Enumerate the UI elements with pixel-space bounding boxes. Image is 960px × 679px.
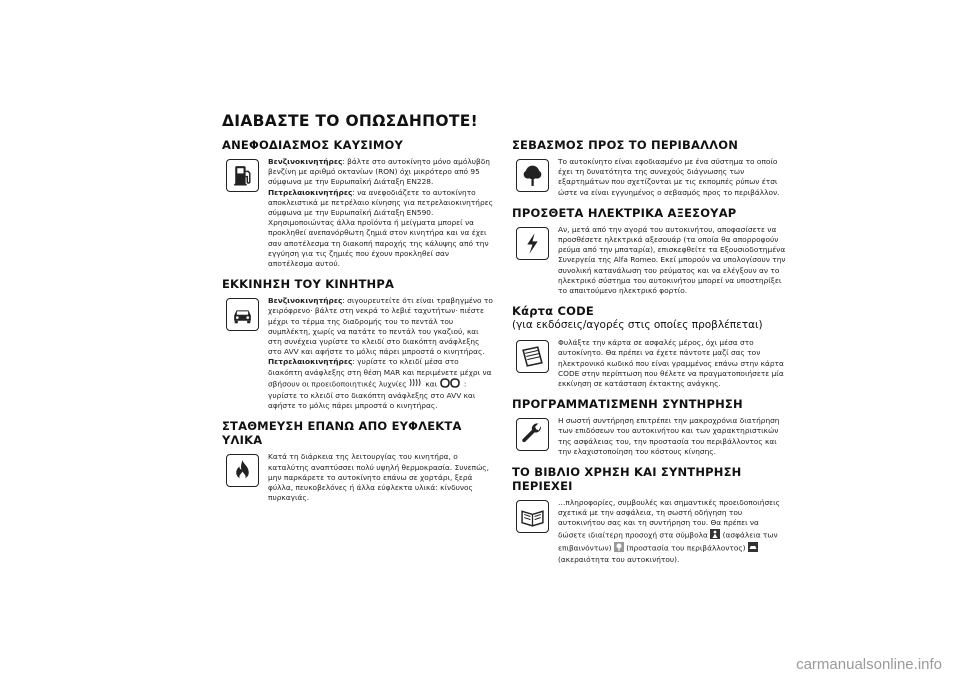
tree-icon — [516, 159, 549, 192]
fuel-petrol-label: Βενζινοκινητήρες — [268, 157, 343, 166]
manual-text-a: …πληροφορίες, συμβουλές και σημαντικές προειδοποιήσεις σχετικά με την ασφάλεια, τη σωστή οδήγηση του αυτοκινήτου σας και τη συντήρηση του. Θα πρέπει να δώσετε ιδιαίτερη προσοχή στα σύμβολα — [558, 498, 780, 540]
start-diesel-text-a: : γυρίστε το κλειδί μέσα στο διακόπτη ανάφλεξης στη θέση MAR και περιμένετε μέχρι να σβήσουν οι προειδοποιητικές λυχνίες — [268, 357, 492, 389]
maintenance-section — [512, 416, 788, 457]
car-front-icon — [226, 298, 259, 331]
start-diesel-and: και — [425, 379, 438, 389]
maintenance-section-title: ΠΡΟΓΡΑΜΜΑΤΙΣΜΕΝΗ ΣΥΝΤΗΡΗΣΗ — [512, 397, 743, 412]
code-card-section — [512, 338, 788, 389]
right-column — [512, 138, 788, 573]
maintenance-text-body: Η σωστή συντήρηση επιτρέπει την μακροχρόνια διατήρηση των επιδόσεων του αυτοκινήτου και των χαρακτηριστικών της ασφάλειας του, την προστασία του περιβάλλοντος και την ελαχιστοποίηση του κόστους κίνησης. — [558, 416, 780, 456]
manual-text-c: (προστασία του περιβάλλοντος) — [626, 543, 746, 553]
watermark: carmanualsonline.info — [796, 656, 942, 673]
start-section — [222, 296, 494, 411]
glow-plug-lamp-icon — [439, 378, 461, 391]
start-petrol-text: : σιγουρευτείτε ότι είναι τραβηγμένο το χειρόφρενο· βάλτε στη νεκρά το λεβιέ ταχυτήτων· πιέστε μέχρι το τέρμα της διαδρομής του το πεντάλ του συμπλέκτη, χωρίς να πατάτε το πεντάλ του γκαζιού, και στη συνέχεια γυρίστε το κλειδί στο διακόπτη ανάφλεξης στο AVV και αφήστε το μόλις πάρει μπροστά ο κινητήρας. — [268, 296, 493, 357]
manual-text-b: (ασφάλεια των επιβαινόντων) — [558, 530, 778, 553]
left-column — [222, 138, 494, 511]
manual-text-d: (ακεραιότητα του αυτοκινήτου). — [558, 555, 680, 565]
code-card-text — [558, 338, 788, 389]
fuel-text — [268, 157, 494, 269]
manual-title-line2: ΠΕΡΙΕΧΕΙ — [512, 479, 573, 494]
fuel-petrol-text: : βάλτε στο αυτοκίνητο μόνο αμόλυβδη βενζίνη με αριθμό οκτανίων (RON) όχι μικρότερο από 95 σύμφωνα με την Ευρωπαϊκή Διάταξη EN228. — [268, 157, 490, 187]
fuel-diesel-label: Πετρελαιοκινητήρες — [268, 187, 353, 197]
occupant-safety-icon — [710, 529, 720, 542]
fuel-section-title: ΑΝΕΦΟΔΙΑΣΜΟΣ ΚΑΥΣΙΜΟΥ — [222, 138, 403, 152]
start-diesel-label: Πετρελαιοκινητήρες — [268, 357, 353, 367]
manual-section — [512, 498, 788, 565]
environment-section — [512, 157, 788, 198]
environment-section-title: ΣΕΒΑΣΜΟΣ ΠΡΟΣ ΤΟ ΠΕΡΙΒΑΛΛΟΝ — [512, 138, 739, 152]
environment-text — [558, 157, 788, 198]
vehicle-integrity-icon — [748, 542, 758, 555]
manual-text — [558, 498, 788, 565]
manual-section-title — [512, 465, 788, 493]
accessories-text-body: Αν, μετά από την αγορά του αυτοκινήτου, αποφασίσετε να προσθέσετε ηλεκτρικά αξεσουάρ (τα οποία θα απορροφούν ρεύμα από την μπαταρία), επισκεφθείτε τα Εξουσιοδοτημένα Συνεργεία της Alfa Romeo. Εκεί μπορούν να υπολογίσουν την συνολική κατανάλωση του ρεύματος και να ελέγξουν αν το ηλεκτρικό σύστημα του αυτοκινήτου μπορεί να υποστηρίξει το απαιτούμενο ηλεκτρικό φορτίο. — [558, 224, 786, 296]
accessories-text — [558, 225, 788, 296]
lightning-icon — [516, 227, 549, 260]
manual-title-line1: ΤΟ ΒΙΒΛΙΟ ΧΡΗΣΗ ΚΑΙ ΣΥΝΤΗΡΗΣΗ — [512, 465, 742, 480]
parking-section-title: ΣΤΑΘΜΕΥΣΗ ΕΠΑΝΩ ΑΠΟ ΕΥΦΛΕΚΤΑ ΥΛΙΚΑ — [222, 419, 462, 448]
parking-section — [222, 452, 494, 503]
wrench-icon — [516, 418, 549, 451]
parking-text — [268, 452, 494, 503]
start-petrol-label: Βενζινοκινητήρες — [268, 296, 343, 306]
glow-plug-warning-icon — [409, 378, 423, 390]
start-text — [268, 296, 494, 411]
code-card-title: Κάρτα CODE — [512, 304, 594, 319]
page-title: ΔΙΑΒΑΣΤΕ ΤΟ ΟΠΩΣΔΗΠΟΤΕ! — [222, 112, 479, 130]
maintenance-text — [558, 416, 788, 457]
flame-icon — [226, 454, 259, 487]
open-book-icon — [516, 500, 549, 533]
environment-text-body: Το αυτοκίνητο είναι εφοδιασμένο με ένα σύστημα το οποίο έχει τη δυνατότητα της συνεχούς διάγνωσης των εξαρτημάτων που σχετίζονται με τις εκπομπές ρύπων έτσι ώστε να είναι εγγυημένος ο σεβασμός προς το περιβάλλον. — [558, 157, 780, 197]
parking-text-body: Κατά τη διάρκεια της λειτουργίας του κινητήρα, ο καταλύτης αναπτύσσει πολύ υψηλή θερμοκρασία. Συνεπώς, μην παρκάρετε το αυτοκίνητο επάνω σε χορτάρι, ξερά φύλλα, πευκοβελόνες ή άλλα εύφλεκτα υλικά: κίνδυνος πυρκαγιάς. — [268, 452, 489, 503]
start-diesel-text-b: : γυρίστε το κλειδί στο διακόπτη ανάφλεξης στο AVV και αφήστε το μόλις πάρει μπροστά ο κινητήρας. — [268, 379, 476, 411]
code-card-icon — [516, 340, 549, 373]
accessories-section-title: ΠΡΟΣΘΕΤΑ ΗΛΕΚΤΡΙΚΑ ΑΞΕΣΟΥΑΡ — [512, 205, 737, 220]
environment-protection-icon — [614, 542, 624, 555]
start-section-title: ΕΚΚΙΝΗΣΗ ΤΟΥ ΚΙΝΗΤΗΡΑ — [222, 277, 395, 292]
code-card-text-body: Φυλάξτε την κάρτα σε ασφαλές μέρος, όχι μέσα στο αυτοκίνητο. Θα πρέπει να έχετε πάντοτε μαζί σας τον ηλεκτρονικό κωδικό που είναι γραμμένος επάνω στην κάρτα CODE στην περίπτωση που θέλετε να πραγματοποιήσετε μία εκκίνηση σε κατάσταση έκτακτης ανάγκης. — [558, 338, 784, 389]
code-card-subtitle: (για εκδόσεις/αγορές στις οποίες προβλέπεται) — [512, 319, 763, 332]
fuel-section — [222, 157, 494, 269]
accessories-section — [512, 225, 788, 296]
fuel-diesel-text: : να ανεφοδιάζετε το αυτοκίνητο αποκλειστικά με πετρέλαιο κίνησης για πετρελαιοκινητήρες σύμφωνα με την Ευρωπαϊκή Διάταξη EN590. Χρησιμοποιώντας άλλα προϊόντα ή μείγματα μπορεί να προκληθεί ανεπανόρθωτη ζημιά στον κινητήρα και να έχει σαν αποτέλεσμα τη διακοπή παροχής της κάλυψης από την εγγύηση για τις ζημιές που έχουν προκληθεί σαν αποτέλεσμα αυτού. — [268, 187, 494, 269]
fuel-pump-icon — [226, 159, 259, 192]
